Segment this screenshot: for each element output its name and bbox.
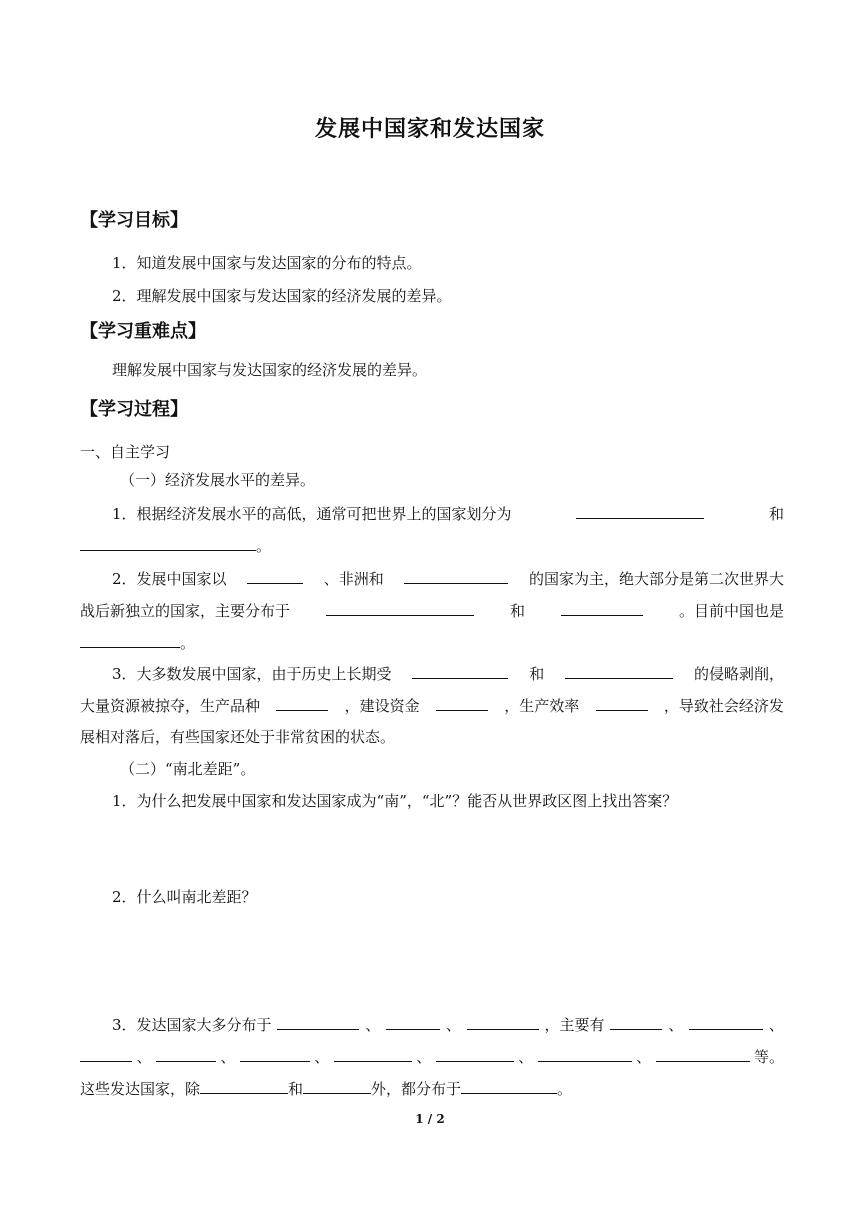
q2-blank-2[interactable]	[404, 566, 508, 584]
page-number: 1 / 2	[415, 1112, 445, 1126]
q2-blank-1[interactable]	[247, 566, 303, 584]
objective-item-2: 2．理解发展中国家与发达国家的经济发展的差异。	[112, 287, 452, 305]
question-5: 2．什么叫南北差距？	[112, 888, 257, 906]
question-1-line-1	[112, 501, 784, 526]
q6-text-end: 等。	[753, 1048, 784, 1066]
q1-text-a: 1．根据经济发展水平的高低，通常可把世界上的国家划分为	[112, 505, 512, 523]
q6-sep: 、	[416, 1048, 432, 1066]
q2-text-b: 、非洲和	[323, 570, 384, 588]
question-3-line-3: 展相对落后，有些国家还处于非常贫困的状态。	[80, 728, 396, 746]
q6-blank-15[interactable]	[461, 1076, 557, 1094]
question-2-line-3	[80, 630, 784, 655]
q3-text-g: ，导致社会经济发	[663, 697, 784, 715]
q6-sep: 、	[314, 1048, 330, 1066]
q6-sep: 、	[768, 1016, 784, 1034]
q1-text-b: 和	[768, 505, 784, 523]
question-3-line-2	[80, 693, 784, 718]
q6-blank-14[interactable]	[303, 1076, 371, 1094]
q6-blank-8[interactable]	[240, 1044, 310, 1062]
key-points-heading: 【学习重难点】	[80, 321, 206, 342]
objective-item-1: 1．知道发展中国家与发达国家的分布的特点。	[112, 254, 422, 272]
question-6-line-2	[80, 1044, 784, 1069]
q6-blank-7[interactable]	[156, 1044, 216, 1062]
q2-text-g: 。	[180, 634, 196, 652]
q2-blank-3[interactable]	[326, 598, 474, 616]
q6-text-f: 。	[557, 1080, 573, 1098]
subsection-title-2: （二）“南北差距”。	[120, 760, 256, 778]
q2-blank-4[interactable]	[561, 598, 643, 616]
question-3-line-1	[112, 661, 784, 686]
q3-text-c: 的侵略剥削，	[693, 665, 784, 683]
key-points-text: 理解发展中国家与发达国家的经济发展的差异。	[112, 361, 428, 379]
q6-blank-5[interactable]	[689, 1012, 763, 1030]
q2-text-f: 。目前中国也是	[678, 602, 784, 620]
process-heading: 【学习过程】	[80, 399, 188, 420]
q3-blank-1[interactable]	[412, 661, 508, 679]
q6-blank-2[interactable]	[386, 1012, 440, 1030]
q6-sep: 、	[445, 1016, 461, 1034]
q3-text-d: 大量资源被掠夺，生产品种	[80, 697, 261, 715]
q6-text-b: ，主要有	[544, 1016, 605, 1034]
question-2-line-2	[80, 598, 784, 623]
q2-text-e: 和	[509, 602, 525, 620]
q6-blank-1[interactable]	[277, 1012, 359, 1030]
q2-text-a: 2．发展中国家以	[112, 570, 227, 588]
q6-blank-11[interactable]	[538, 1044, 632, 1062]
question-4: 1．为什么把发展中国家和发达国家成为“南”，“北”？能否从世界政区图上找出答案？	[112, 792, 678, 810]
q3-blank-4[interactable]	[436, 693, 488, 711]
objectives-heading: 【学习目标】	[80, 210, 188, 231]
q6-sep: 、	[136, 1048, 152, 1066]
q1-blank-1[interactable]	[576, 501, 704, 519]
page-title: 发展中国家和发达国家	[314, 117, 545, 142]
q1-blank-2[interactable]	[80, 533, 256, 551]
q6-blank-12[interactable]	[656, 1044, 750, 1062]
q3-text-b: 和	[529, 665, 545, 683]
q6-sep: 、	[518, 1048, 534, 1066]
part-title: 一、自主学习	[80, 443, 171, 461]
q3-text-e: ，建设资金	[344, 697, 420, 715]
question-6-line-3	[80, 1076, 784, 1101]
q2-blank-5[interactable]	[80, 630, 180, 648]
q6-sep: 、	[636, 1048, 652, 1066]
q3-blank-5[interactable]	[596, 693, 648, 711]
q3-text-a: 3．大多数发展中国家，由于历史上长期受	[112, 665, 392, 683]
q6-sep: 、	[220, 1048, 236, 1066]
q6-blank-9[interactable]	[334, 1044, 412, 1062]
q2-text-c: 的国家为主，绝大部分是第二次世界大	[528, 570, 784, 588]
q3-text-f: ，生产效率	[504, 697, 580, 715]
q3-blank-3[interactable]	[276, 693, 328, 711]
q6-blank-6[interactable]	[80, 1044, 132, 1062]
question-1-line-2	[80, 533, 784, 558]
q6-text-c: 这些发达国家，除	[80, 1080, 201, 1098]
q6-text-a: 3．发达国家大多分布于	[112, 1016, 272, 1034]
subsection-title-1: （一）经济发展水平的差异。	[120, 471, 316, 489]
q6-blank-10[interactable]	[436, 1044, 514, 1062]
q6-blank-4[interactable]	[610, 1012, 662, 1030]
q6-text-e: 外，都分布于	[371, 1080, 462, 1098]
question-2-line-1	[112, 566, 784, 591]
q6-blank-3[interactable]	[467, 1012, 539, 1030]
q6-blank-13[interactable]	[200, 1076, 288, 1094]
q6-text-d: 和	[288, 1080, 304, 1098]
q3-blank-2[interactable]	[565, 661, 673, 679]
q1-text-c: 。	[256, 537, 272, 555]
q6-sep: 、	[668, 1016, 684, 1034]
q2-text-d: 战后新独立的国家，主要分布于	[80, 602, 291, 620]
question-6-line-1	[112, 1012, 784, 1037]
q6-sep: 、	[365, 1016, 381, 1034]
